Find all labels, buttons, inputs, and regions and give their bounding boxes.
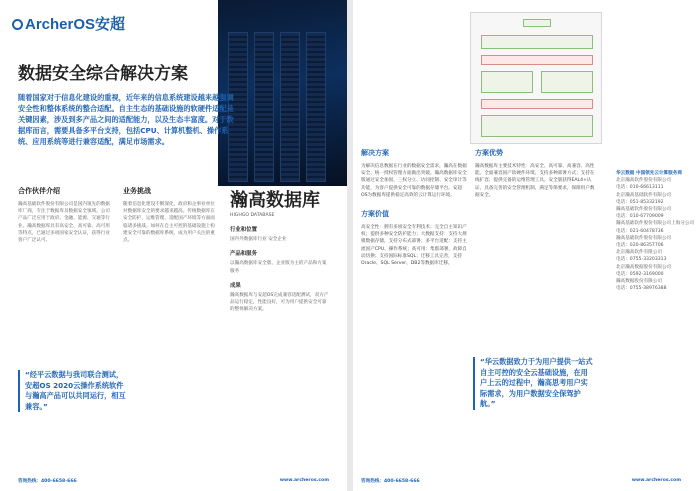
section-body: 随着信息化建设不断深化，政府和企事业单位对数据库安全的要求越来越高。传统数据库在安全防护、运维管理、适配国产环境等方面面临诸多挑战。如何在自主可控的基础设施上构建安全可靠的数据库系统，成为用户关注的重点。 <box>123 202 215 244</box>
result-heading: 成果 <box>230 282 241 289</box>
logo-ring-icon <box>12 19 23 30</box>
section-heading: 业务挑战 <box>123 187 151 195</box>
industry-text: 国内外数据库行业 安全企业 <box>230 237 287 243</box>
diagram-node <box>541 71 593 93</box>
contact-line: 电话：020-86357706 <box>616 243 664 249</box>
solution-heading: 解决方案 <box>361 149 389 157</box>
result-text: 瀚高数据库与安超OS完成兼容适配测试，双方产品运行稳定，性能良好，可为用户提供安全可靠的整体解决方案。 <box>230 292 329 313</box>
customer-panel <box>230 186 330 313</box>
diagram-node <box>481 71 533 93</box>
diagram-node <box>481 35 593 49</box>
solution-column <box>361 148 467 267</box>
contact-line: 北京瀚高软件股份有限公司 <box>616 178 672 184</box>
contact-line: 瀚高基础软件股份有限公司 <box>616 235 672 241</box>
product-text: 以瀚高数据库安全版、企业版为主的产品和方案服务 <box>230 261 327 274</box>
contact-line: 电话：0755-38976388 <box>616 286 667 292</box>
customer-logo: 瀚高数据库 <box>230 190 320 211</box>
footer-url[interactable]: www.archeros.com <box>279 478 329 483</box>
solution-body: 为解决信息数据在行业的数据安全需求，瀚高在数据安全、统一授权管理方面做出突破。瀚高数据库安全版通过安全加固、三权分立、访问控制、安全审计等功能，为客户提供安全可靠的数据存储平台。安超OS为数据库提供稳定高效的云计算运行环境。 <box>361 164 467 198</box>
advantage-column <box>475 148 599 199</box>
contact-list <box>616 177 696 292</box>
advantage-heading: 方案优势 <box>475 149 503 157</box>
diagram-node <box>523 19 551 27</box>
contact-line: 北京瀚高基础软件有限公司 <box>616 192 672 198</box>
section-body: 瀚高基础软件股份有限公司是国内领先的数据库厂商，专注于数据库及数据安全领域。公司产品广泛应用于政府、金融、能源、交通等行业。瀚高数据库具有高安全、高可靠、高可用等特点，已通过多项国家安全认证，获得行业客户广泛认可。 <box>18 202 110 244</box>
contact-line: 电话：010-66613111 <box>616 185 664 191</box>
server-rack <box>254 32 274 182</box>
footer <box>361 478 681 484</box>
customer-quote: “经平云数据与我司联合测试，安超OS 2020云操作系统软件与瀚高产品可以共同运行，相互兼容。” <box>18 370 128 412</box>
sidebar-title: 华云数据 中国领先云计算服务商 <box>616 171 682 176</box>
contact-line: 瀚高基础软件股份有限公司 <box>616 207 672 213</box>
contact-sidebar <box>616 170 696 292</box>
contact-line: 北京瀚高软件有限公司 <box>616 250 662 256</box>
partner-quote: “华云数据致力于为用户提供一站式自主可控的安全云基础设施，在用户上云的过程中，瀚高思考用户实际需求，为用户数据安全保驾护航。” <box>473 357 593 410</box>
footer <box>18 478 329 484</box>
product-heading: 产品和服务 <box>230 251 257 258</box>
contact-line: 电话：0755-33203313 <box>616 257 667 263</box>
contact-line: 电话：051-85332192 <box>616 199 664 205</box>
page-right <box>353 0 700 491</box>
contact-line: 瀚高数据股份有限公司 <box>616 279 662 285</box>
architecture-diagram <box>470 12 602 144</box>
intro-paragraph: 随着国家对于信息化建设的重视，近年来的信息系统建设越来越强调安全性和整体系统的整合适配。自主生态的基础设施的软硬件适配是关键因素，涉及到多产品之间的适配能力，以及生态丰富度。对于数据库而言，需要具备多平台支持，包括CPU、计算机整机、操作系统、应用系统等进行兼容适配，满足市场需求。 <box>18 93 234 146</box>
diagram-node <box>481 55 593 65</box>
footer-hotline: 咨询热线：400-6658-666 <box>18 479 77 484</box>
advantage-body: 瀚高数据库主要技术特性：高安全、高可靠、高兼容、高性能。全面兼容国产软硬件环境，支持多种部署方式；支持在线扩容；提供完备的运维管理工具。安全版获得EAL4+认证，具备完善的安全管理机制，满足等保要求，保障用户数据安全。 <box>475 164 595 198</box>
contact-line: 北京瀚高数据股份有限公司 <box>616 264 672 270</box>
diagram-node <box>481 115 593 137</box>
archeros-logo: ArcherOS安超 <box>12 13 125 34</box>
server-rack <box>306 32 326 182</box>
customer-logo-sub: HIGHGO DATABASE <box>230 213 275 218</box>
footer-url[interactable]: www.archeros.com <box>631 478 681 483</box>
page-left <box>0 0 347 491</box>
contact-line: 瀚高基础软件股份有限公司上海分公司 <box>616 221 695 227</box>
section-heading: 合作伙伴介绍 <box>18 187 60 195</box>
contact-line: 电话：0592-3169000 <box>616 271 664 277</box>
footer-hotline: 咨询热线：400-6658-666 <box>361 479 420 484</box>
challenge-section <box>123 186 218 244</box>
value-body: 高安全性：拥有多项安全专利技术；完全自主知识产权；提供多种安全防护能力；大数据支持：支持大规模数据存储，支持分布式部署；多平台适配：支持主流国产CPU、操作系统；高可用：集群部署，故障自动切换；支持国际标准SQL；迁移工具完善，支持Oracle、SQL Server、DB2等数据库迁移。 <box>361 225 467 267</box>
contact-line: 电话：010-67709009 <box>616 214 664 220</box>
value-heading: 方案价值 <box>361 210 389 219</box>
partner-section <box>18 186 113 244</box>
page-title: 数据安全综合解决方案 <box>18 64 188 84</box>
server-rack <box>280 32 300 182</box>
diagram-node <box>481 99 593 109</box>
industry-heading: 行业和位置 <box>230 227 257 234</box>
contact-line: 电话：021-60478736 <box>616 228 664 234</box>
